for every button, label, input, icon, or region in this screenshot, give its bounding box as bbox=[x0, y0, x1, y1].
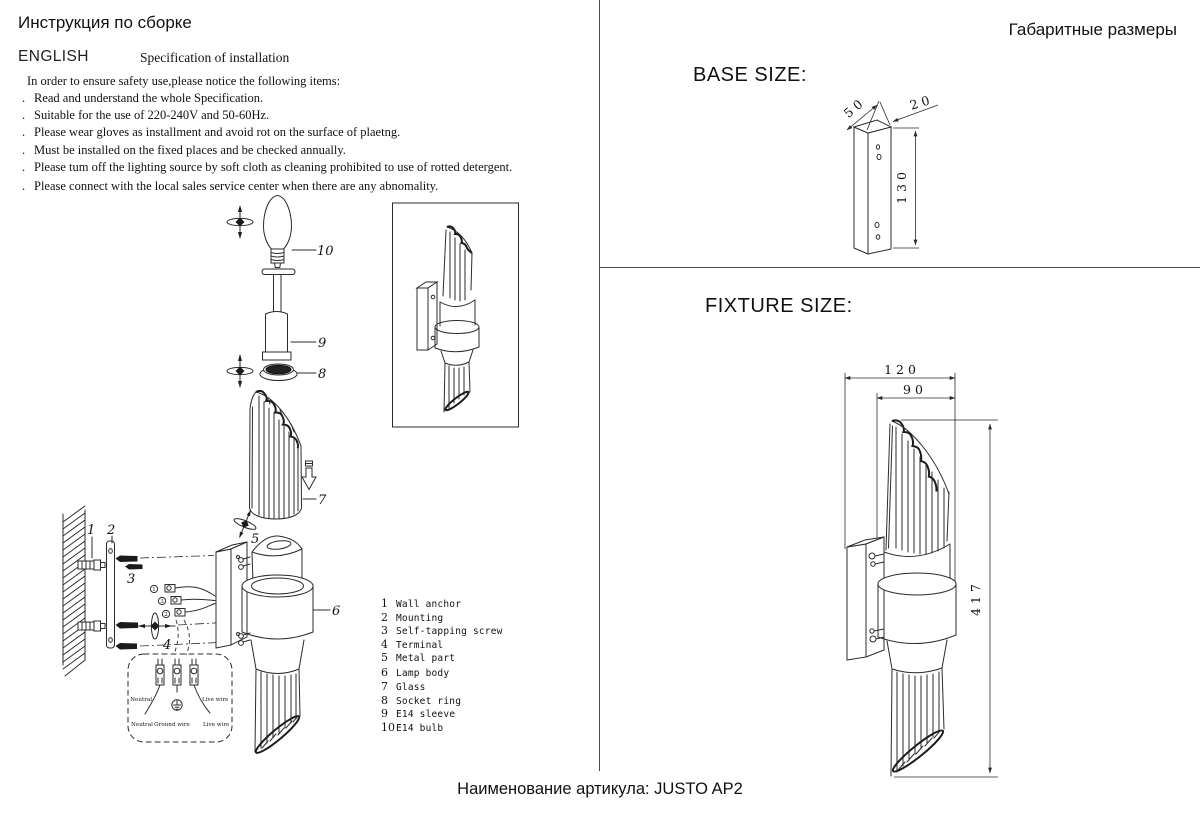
safety-item: . Must be installed on the fixed places and be checked annually. bbox=[21, 142, 581, 159]
parts-list-item: 10 E14 bulb bbox=[381, 720, 444, 734]
safety-item: . Suitable for the use of 220-240V and 50-60Hz. bbox=[21, 107, 581, 124]
base-height-dim: 1 3 0 bbox=[894, 172, 909, 204]
vertical-divider bbox=[599, 0, 600, 771]
parts-list-item: 5 Metal part bbox=[381, 651, 456, 665]
sparkle-icon bbox=[227, 354, 253, 388]
sleeve-drawing bbox=[262, 269, 316, 360]
safety-item: . Read and understand the whole Specification. bbox=[21, 90, 581, 107]
safety-item: . Please tum off the lighting source by soft cloth as cleaning prohibited to use of rotted detergent. bbox=[21, 159, 581, 176]
bullet: . bbox=[22, 142, 26, 157]
lamp-body-drawing bbox=[242, 575, 330, 756]
bulb-drawing bbox=[264, 196, 317, 268]
fixture-width-dim: 1 2 0 bbox=[884, 362, 916, 377]
fixture-glass-width-dim: 9 0 bbox=[903, 382, 923, 397]
part-label-5: 5 bbox=[251, 532, 260, 547]
part-label-1: 1 bbox=[87, 523, 96, 538]
parts-list-item: 2 Mounting bbox=[381, 610, 444, 624]
part-label-8: 8 bbox=[318, 367, 327, 382]
fixture-lamp bbox=[878, 420, 956, 776]
bullet: . bbox=[22, 108, 26, 123]
safety-item: . Please wear gloves as installment and avoid rot on the surface of plaetng. bbox=[21, 124, 581, 141]
horizontal-divider bbox=[599, 267, 1200, 268]
bullet: . bbox=[22, 91, 26, 105]
base-prism bbox=[854, 120, 891, 254]
article-name: Наименование артикула: JUSTO AP2 bbox=[457, 780, 743, 798]
safety-intro: In order to ensure safety use,please notice the following items: bbox=[27, 74, 341, 88]
wire-label: Neutral bbox=[131, 722, 153, 728]
glass-drawing bbox=[250, 391, 317, 519]
assembled-inset bbox=[393, 203, 519, 427]
base-depth-dim: 2 0 bbox=[907, 92, 932, 113]
socket-ring-drawing bbox=[260, 364, 316, 381]
mounting-plate-drawing bbox=[107, 536, 115, 648]
wiring-terminals bbox=[145, 659, 210, 714]
page-title-left: Инструкция по сборке bbox=[18, 13, 192, 32]
svg-text:1: 1 bbox=[152, 587, 156, 593]
bracket-drawing bbox=[216, 542, 250, 648]
base-size-drawing bbox=[820, 90, 980, 260]
part-label-2: 2 bbox=[107, 523, 116, 538]
fixture-size-label: FIXTURE SIZE: bbox=[705, 295, 853, 317]
part-label-7: 7 bbox=[318, 493, 327, 508]
part-label-3: 3 bbox=[127, 572, 136, 587]
part-label-6: 6 bbox=[332, 604, 341, 619]
exploded-assembly-diagram bbox=[40, 190, 540, 780]
parts-list-item: 1 Wall anchor bbox=[381, 597, 462, 610]
english-label: ENGLISH bbox=[18, 48, 89, 65]
part-label-10: 10 bbox=[317, 244, 334, 259]
wire-label: Neutral bbox=[130, 697, 152, 703]
sparkle-icon bbox=[227, 205, 253, 239]
base-width-dim: 5 0 bbox=[840, 96, 866, 121]
parts-list-item: 9 E14 sleeve bbox=[381, 707, 456, 721]
base-size-label: BASE SIZE: bbox=[693, 64, 807, 86]
svg-text:2: 2 bbox=[164, 612, 168, 618]
parts-list-item: 4 Terminal bbox=[381, 637, 444, 651]
svg-text:3: 3 bbox=[160, 599, 164, 605]
page-title-right: Габаритные размеры bbox=[1008, 20, 1177, 39]
parts-list-item: 7 Glass bbox=[381, 680, 426, 694]
bullet: . bbox=[22, 159, 26, 174]
wall-drawing bbox=[63, 506, 85, 676]
safety-list bbox=[21, 90, 581, 195]
bullet: . bbox=[22, 125, 26, 140]
wire-label: Ground wire bbox=[154, 722, 190, 728]
english-subtitle: Specification of installation bbox=[140, 50, 290, 65]
safety-item: . Please connect with the local sales service center when there are any abnomality. bbox=[21, 178, 581, 195]
parts-list-item: 8 Socket ring bbox=[381, 693, 462, 707]
part-label-9: 9 bbox=[318, 336, 327, 351]
part-label-4: 4 bbox=[163, 638, 172, 653]
wire-label: Live wire bbox=[203, 722, 230, 728]
wall-anchor-drawing bbox=[78, 537, 105, 631]
fixture-size-drawing bbox=[825, 355, 1010, 785]
wiring-detail-box bbox=[128, 654, 232, 742]
fixture-height-dim: 4 1 7 bbox=[968, 584, 983, 616]
wire-label: Live wire bbox=[202, 697, 229, 703]
parts-list-item: 3 Self-tapping screw bbox=[381, 624, 503, 638]
parts-list-item: 6 Lamp body bbox=[381, 666, 450, 680]
bullet: . bbox=[22, 179, 26, 194]
